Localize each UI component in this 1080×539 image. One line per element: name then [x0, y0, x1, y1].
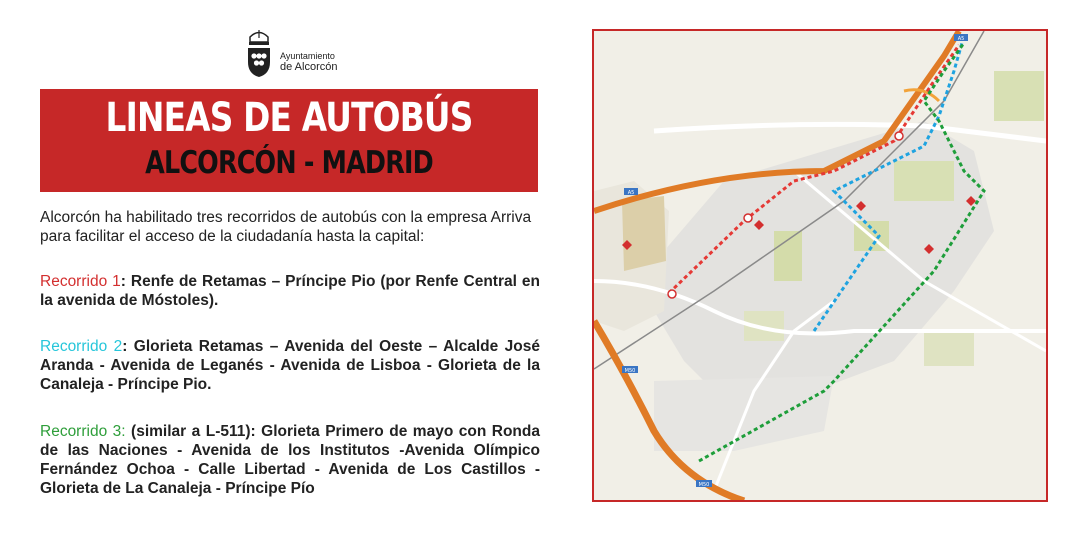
road-label-m50: M50 — [698, 482, 710, 488]
route-2-text: Glorieta Retamas – Avenida del Oeste – Alcalde José Aranda - Avenida de Leganés - Avenida de Lisboa - Glorieta de la Canaleja - Príncipe Pio. — [40, 338, 540, 393]
renfe-station-icon — [668, 290, 676, 298]
road-label-a5: A5 — [627, 190, 635, 196]
park — [994, 71, 1044, 121]
route-2-sep: : — [122, 338, 128, 355]
banner-title: LINEAS DE AUTOBÚS — [105, 95, 473, 141]
title-banner — [40, 89, 538, 192]
route-map — [592, 29, 1048, 502]
route-3-label: Recorrido 3: — [40, 423, 126, 440]
route-3-text: (similar a L-511): Glorieta Primero de mayo con Ronda de las Naciones - Avenida de los Institutos -Avenida Olímpico Fernández Ochoa - Calle Libertad - Avenida de Los Castillos - Glorieta de La Canaleja - Príncipe Pío — [40, 423, 540, 497]
route-1-text: Renfe de Retamas – Príncipe Pio (por Renfe Central en la avenida de Móstoles). — [40, 273, 540, 309]
renfe-station-icon — [744, 214, 752, 222]
route-1-sep: : — [120, 273, 126, 290]
route-1-label: Recorrido 1 — [40, 273, 121, 290]
route-3-description — [40, 422, 540, 498]
logo-text — [280, 52, 337, 73]
ayuntamiento-logo — [244, 28, 364, 80]
park — [622, 196, 666, 271]
coat-of-arms-icon — [244, 28, 274, 80]
road-label-a5: A5 — [957, 36, 965, 42]
intro-text: Alcorcón ha habilitado tres recorridos de autobús con la empresa Arriva para facilitar el acceso de la ciudadanía hasta la capital: — [40, 209, 532, 245]
route-1-description — [40, 272, 540, 310]
park — [924, 331, 974, 366]
route-2-description — [40, 337, 540, 394]
renfe-station-icon — [895, 132, 903, 140]
logo-line1: Ayuntamiento — [280, 51, 335, 61]
highway-ramp — [904, 90, 939, 101]
logo-line2: de Alcorcón — [280, 61, 338, 73]
park — [894, 161, 954, 201]
route-2-label: Recorrido 2 — [40, 338, 123, 355]
road — [654, 124, 1046, 141]
park — [774, 231, 802, 281]
road-label-m50: M50 — [624, 368, 636, 374]
map-svg — [594, 31, 1046, 500]
banner-subtitle: ALCORCÓN - MADRID — [145, 145, 433, 181]
